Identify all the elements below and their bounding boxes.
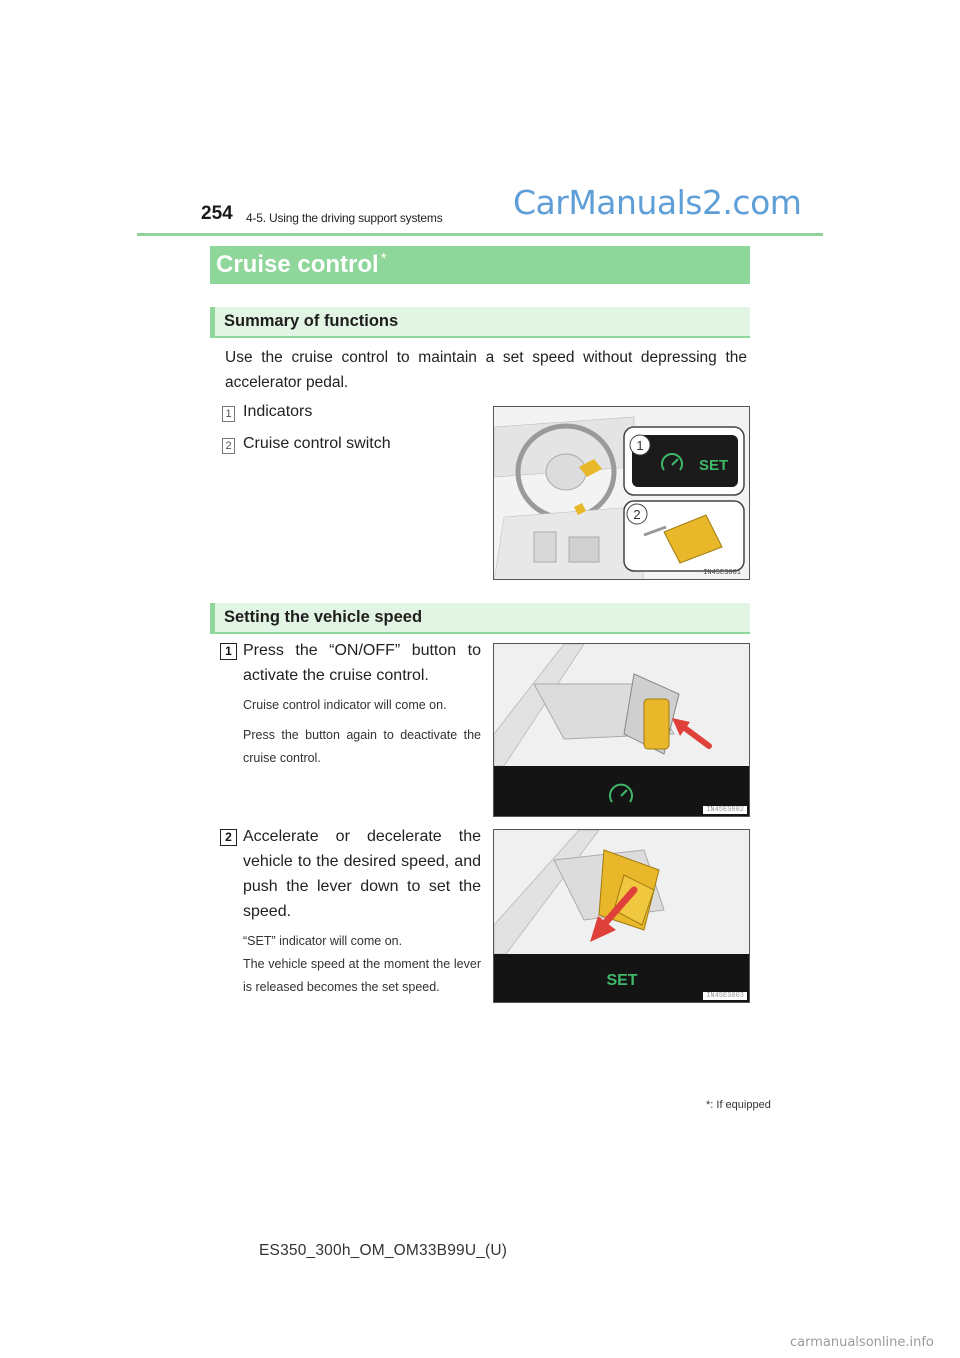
item-label-indicators: Indicators: [243, 403, 313, 420]
svg-text:2: 2: [633, 507, 641, 522]
step-1-note-1: Cruise control indicator will come on.: [243, 698, 447, 712]
step-1-figure: [493, 643, 750, 817]
page-title-bar: [210, 246, 750, 284]
dashboard-illustration: [494, 407, 750, 580]
setting-heading: Setting the vehicle speed: [224, 608, 423, 626]
step-2-text: Accelerate or decelerate the vehicle to the desired speed, and push the lever down to set the speed.: [243, 828, 481, 920]
fig1-set-text: SET: [699, 457, 729, 474]
footer-watermark: carmanualsonline.info: [790, 1335, 934, 1350]
summary-heading: Summary of functions: [224, 312, 399, 330]
footnote-marker: *: [706, 1099, 711, 1111]
watermark-logo: CarManuals2.com: [513, 183, 802, 222]
step-2-figure: [493, 829, 750, 1003]
footnote-text: : If equipped: [710, 1099, 771, 1111]
svg-text:1: 1: [636, 438, 644, 453]
step-1-note-2: Press the button again to deactivate the cruise control.: [243, 728, 481, 765]
header-divider: [137, 233, 823, 236]
if-equipped-marker: *: [380, 250, 387, 267]
footnote: [706, 1099, 771, 1111]
figure-code: IN45ES002: [703, 806, 747, 814]
intro-text: Use the cruise control to maintain a set speed without depressing the accelerator pedal.: [225, 349, 747, 391]
on-off-button-illustration: [494, 644, 750, 817]
figure-code: IN45ES003: [703, 992, 747, 1000]
page-title: Cruise control *: [216, 250, 387, 278]
setting-heading-bar: [210, 603, 750, 634]
step-2-note-2: The vehicle speed at the moment the lever is released becomes the set speed.: [243, 957, 481, 994]
set-lever-illustration: [494, 830, 750, 1003]
step-1-text: Press the “ON/OFF” button to activate the cruise control.: [243, 642, 481, 684]
item-number-1: 1: [222, 406, 235, 422]
item-number-2: 2: [222, 438, 235, 454]
step-number-2: 2: [220, 829, 237, 846]
summary-figure: [493, 406, 750, 580]
item-label-switch: Cruise control switch: [243, 435, 391, 452]
summary-heading-bar: [210, 307, 750, 338]
step-2-note-1: “SET” indicator will come on.: [243, 934, 403, 948]
fig3-set-text: SET: [606, 972, 638, 989]
page-number: 254: [201, 203, 233, 224]
document-id: ES350_300h_OM_OM33B99U_(U): [259, 1242, 508, 1259]
figure-code: IN45ES001: [703, 569, 741, 577]
section-breadcrumb: 4-5. Using the driving support systems: [246, 211, 443, 225]
step-number-1: 1: [220, 643, 237, 660]
